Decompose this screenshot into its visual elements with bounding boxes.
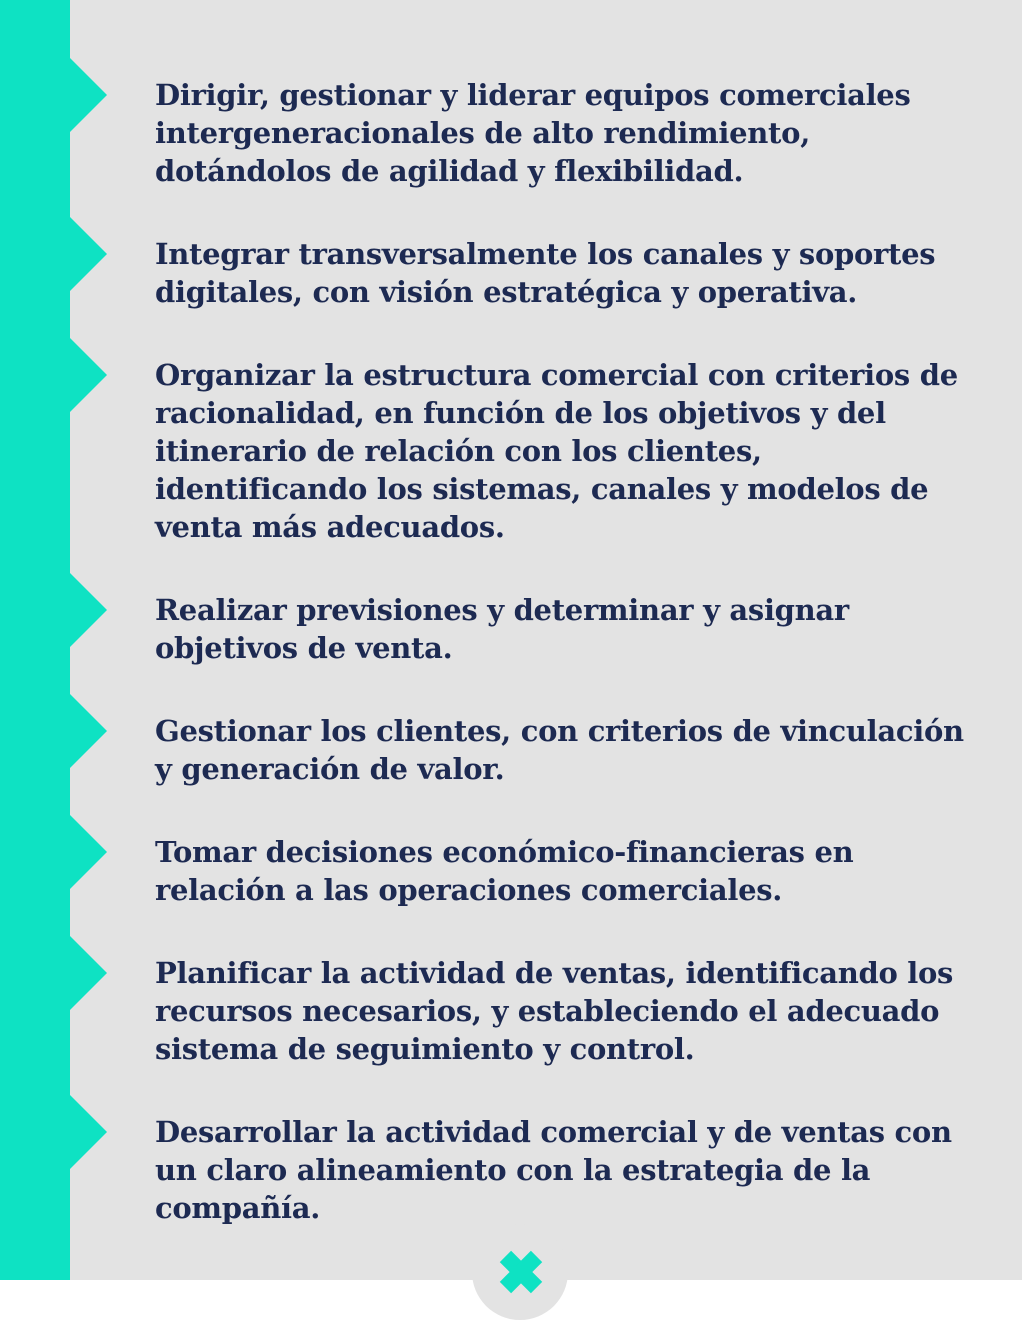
accent-stripe	[0, 0, 70, 1280]
close-button[interactable]	[497, 1248, 545, 1296]
list-item-text: Organizar la estructura comercial con criterios de racionalidad, en función de los objetivos y del itinerario de relación con los clientes, identificando los sistemas, canales y modelos de venta más adecuados.	[155, 358, 958, 544]
list-item-text: Tomar decisiones económico-financieras en relación a las operaciones comerciales.	[155, 835, 854, 907]
list-item	[155, 1113, 967, 1227]
list-item-text: Dirigir, gestionar y liderar equipos comerciales intergeneracionales de alto rendimiento, dotándolos de agilidad y flexibilidad.	[155, 78, 911, 188]
list-item-text: Planificar la actividad de ventas, identificando los recursos necesarios, y estableciendo el adecuado sistema de seguimiento y control.	[155, 956, 954, 1066]
list-item	[155, 591, 967, 667]
list-item-text: Gestionar los clientes, con criterios de vinculación y generación de valor.	[155, 714, 964, 786]
list-item	[155, 954, 967, 1068]
close-icon	[497, 1248, 545, 1296]
list-item	[155, 235, 967, 311]
list-item	[155, 712, 967, 788]
list-item	[155, 833, 967, 909]
list-item-text: Desarrollar la actividad comercial y de ventas con un claro alineamiento con la estrategia de la compañía.	[155, 1115, 952, 1225]
list-item	[155, 76, 967, 190]
list-item	[155, 356, 967, 546]
list-item-text: Integrar transversalmente los canales y soportes digitales, con visión estratégica y operativa.	[155, 237, 936, 309]
responsibilities-list	[155, 76, 967, 1227]
list-item-text: Realizar previsiones y determinar y asignar objetivos de venta.	[155, 593, 849, 665]
